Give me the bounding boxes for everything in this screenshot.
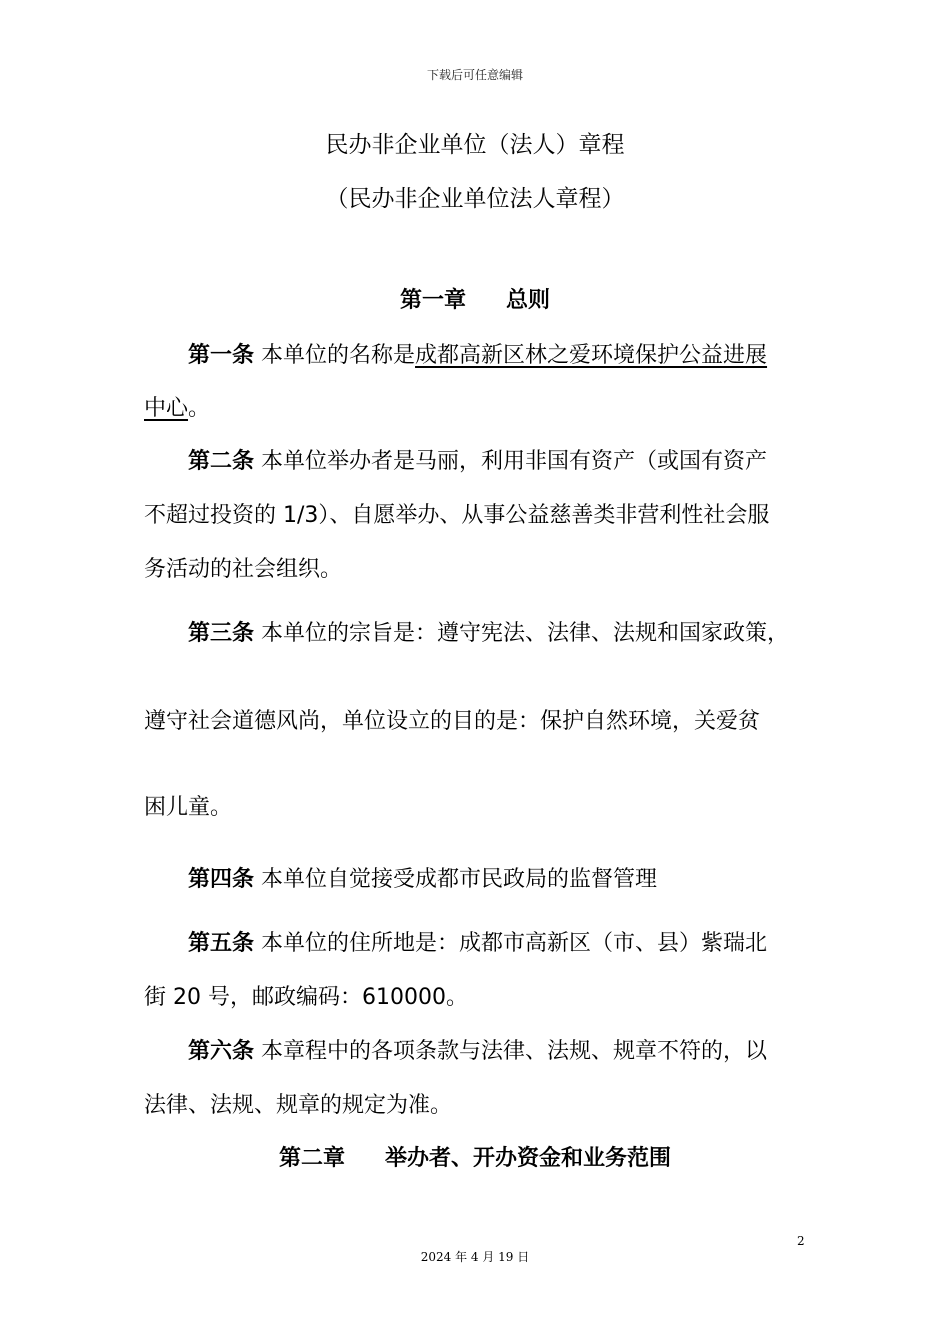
article-4-line-1 (188, 862, 657, 893)
article-6-line-1 (188, 1034, 767, 1065)
chapter-2-number: 第二章 (278, 1146, 345, 1171)
document-title: 民办非企业单位（法人）章程 (325, 132, 625, 158)
article-2-line-1 (188, 444, 767, 475)
article-5-line-2: 街 20 号，邮政编码：610000。 (144, 985, 468, 1010)
article-5-text-1: 本单位的住所地是：成都市高新区（市、县）紫瑞北 (261, 931, 768, 956)
article-2-line-2: 不超过投资的 1/3）、自愿举办、从事公益慈善类非营利性社会服 (144, 503, 770, 528)
article-4-label: 第四条 (188, 867, 255, 892)
page-header-note: 下载后可任意编辑 (426, 68, 523, 82)
article-1-label: 第一条 (188, 343, 255, 368)
article-6-text-1: 本章程中的各项条款与法律、法规、规章不符的，以 (261, 1039, 768, 1064)
chapter-2-heading (0, 1141, 950, 1172)
chapter-1-name: 总则 (506, 288, 551, 313)
article-3-label: 第三条 (188, 621, 255, 646)
article-3-text-1: 本单位的宗旨是：遵守宪法、法律、法规和国家政策， (261, 621, 790, 646)
article-2-label: 第二条 (188, 449, 255, 474)
article-1-line-2 (144, 391, 210, 422)
article-2-text-1: 本单位举办者是马丽，利用非国有资产（或国有资产 (261, 449, 768, 474)
article-3-line-3: 困儿童。 (144, 795, 233, 820)
article-3-line-1 (188, 616, 789, 647)
article-1-line-1 (188, 338, 767, 369)
article-6-label: 第六条 (188, 1039, 255, 1064)
article-2-line-3: 务活动的社会组织。 (144, 557, 343, 582)
article-4-text-1: 本单位自觉接受成都市民政局的监督管理 (261, 867, 658, 892)
document-subtitle: （民办非企业单位法人章程） (325, 186, 625, 212)
chapter-1-number: 第一章 (399, 288, 466, 313)
chapter-2-name: 举办者、开办资金和业务范围 (385, 1146, 672, 1171)
chapter-1-heading (0, 283, 950, 314)
article-5-line-1 (188, 926, 767, 957)
footer-date: 2024 年 4 月 19 日 (420, 1250, 530, 1264)
article-5-label: 第五条 (188, 931, 255, 956)
article-1-end: 。 (188, 396, 211, 421)
page-number: 2 (797, 1234, 805, 1248)
article-1-text-pre: 本单位的名称是 (261, 343, 416, 368)
article-6-line-2: 法律、法规、规章的规定为准。 (144, 1093, 453, 1118)
article-1-org-name: 成都高新区林之爱环境保护公益进展 (415, 343, 768, 368)
article-1-org-name-cont: 中心 (144, 396, 189, 421)
article-3-line-2: 遵守社会道德风尚，单位设立的目的是：保护自然环境，关爱贫 (144, 709, 761, 734)
